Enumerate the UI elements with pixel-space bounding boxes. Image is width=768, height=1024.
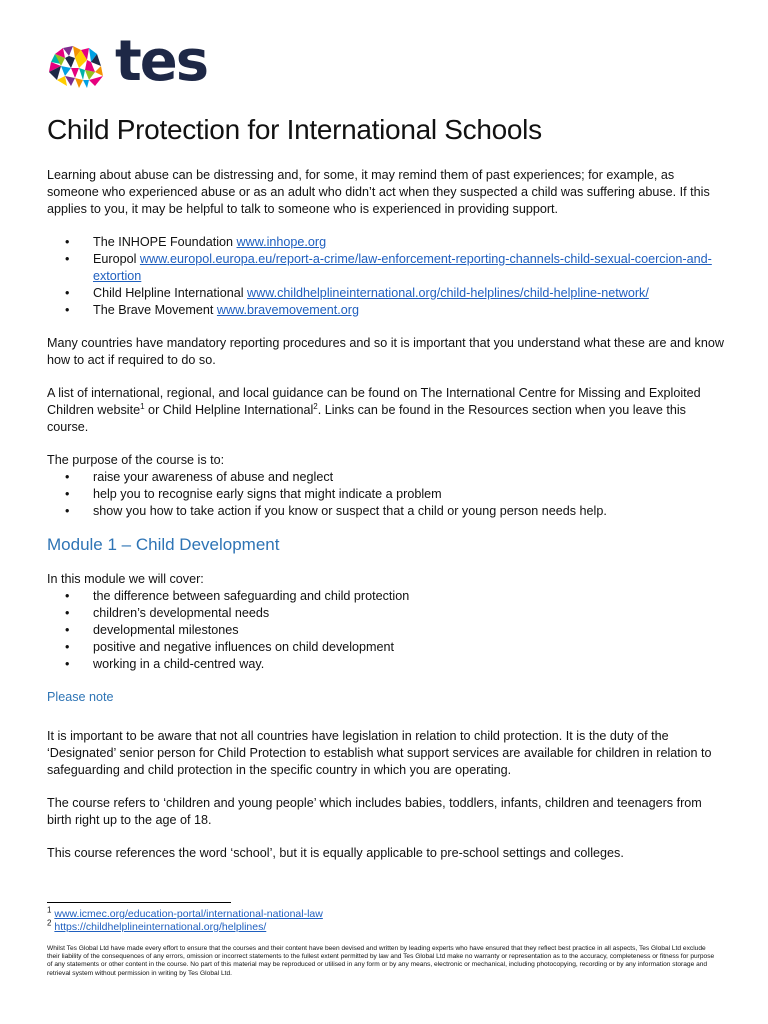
footnote-divider [47,902,231,903]
footnote: $^1$ www.icmec.org/education-portal/international-national-law [47,905,323,920]
purpose-lead: The purpose of the course is to: [47,453,225,467]
module-heading: Module 1 – Child Development [47,535,280,554]
support-org-list [47,234,727,319]
cover-lead: In this module we will cover: [47,572,204,586]
page-title: Child Protection for International Schools [47,114,542,145]
footnote-link[interactable]: https://childhelplineinternational.org/helplines/ [54,921,267,933]
list-item: • The INHOPE Foundation www.inhope.org [93,234,727,251]
list-item: • The Brave Movement www.bravemovement.org [93,302,727,319]
cover-list [47,588,727,673]
brave-movement-link[interactable]: www.bravemovement.org [216,303,359,317]
note-paragraph: It is important to be aware that not all countries have legislation in relation to child protection. It is the duty of the ‘Designated’ senior person for Child Protection to establish what support services are available for children in relation to safeguarding and child protection in the specific country in which you are operating. [47,729,712,777]
list-item: • help you to recognise early signs that might indicate a problem [93,486,727,503]
guidance-paragraph: A list of international, regional, and local guidance can be found on The International Centre for Missing and Exploited Children website$^1$ or Child Helpline International$^2$. Links can be found in the Resources section when you leave this course. [47,386,701,434]
purpose-list [47,469,727,520]
footnote-ref-2: 2 [313,401,318,411]
list-item: • Child Helpline International www.childhelplineinternational.org/child-helplines/child-helpline-network/ [93,285,727,302]
footnote: $^2$ https://childhelplineinternational.org/helplines/ [47,918,267,933]
legal-disclaimer: Whilst Tes Global Ltd have made every effort to ensure that the courses and their content have been devised and written by leading experts who have ensured that they reflect best practice in all aspects, Tes Global Ltd exclude their liability of the consequences of any errors, omission or incorrect statements to the fullest extent permitted by law and Tes Global Ltd make no warranty or representation as to the accuracy, completeness or fitness for purpose of any statements or other content in the course. No part of this material may be reproduced or utilised in any form or by any means, electronic or mechanical, including photocopying, recording or by any information storage and retrieval system without permission in writing by Tes Global Ltd. [47,945,715,977]
list-item: • raise your awareness of abuse and neglect [93,469,727,486]
footnote-link[interactable]: www.icmec.org/education-portal/international-national-law [54,908,323,920]
note-paragraph: The course refers to ‘children and young people’ which includes babies, toddlers, infants, children and teenagers from birth right up to the age of 18. [47,796,702,827]
inhope-link[interactable]: www.inhope.org [236,235,327,249]
list-item: • developmental milestones [93,622,727,639]
note-paragraph: This course references the word ‘school’, but it is equally applicable to pre-school settings and colleges. [47,846,624,860]
child-helpline-link[interactable]: www.childhelplineinternational.org/child-helplines/child-helpline-network/ [247,286,649,300]
list-item: • show you how to take action if you know or suspect that a child or young person needs help. [93,503,727,520]
tes-mosaic-logo-icon [47,40,109,90]
footnotes [47,905,323,934]
list-item: • working in a child-centred way. [93,656,727,673]
note-heading: Please note [47,690,114,704]
list-item: • children’s developmental needs [93,605,727,622]
list-item: • Europol www.europol.europa.eu/report-a-crime/law-enforcement-reporting-channels-child-sexual-coercion-and-extortion [93,251,727,285]
mandatory-reporting-paragraph: Many countries have mandatory reporting procedures and so it is important that you understand what these are and know how to act if required to do so. [47,336,724,367]
tes-logo [47,29,208,94]
intro-paragraph: Learning about abuse can be distressing and, for some, it may remind them of past experiences; for example, as someone who experienced abuse or as an adult who didn’t act when they suspected a child was suffering abuse. If this applies to you, it may be helpful to talk to someone who is experienced in providing support. [47,168,710,216]
document-body [47,167,727,878]
footnote-ref-1: 1 [140,401,145,411]
list-item: • positive and negative influences on child development [93,639,727,656]
list-item: • the difference between safeguarding and child protection [93,588,727,605]
tes-wordmark: tes [115,29,208,94]
europol-link[interactable]: www.europol.europa.eu/report-a-crime/law-enforcement-reporting-channels-child-sexual-coercion-and-extortion [93,252,712,283]
